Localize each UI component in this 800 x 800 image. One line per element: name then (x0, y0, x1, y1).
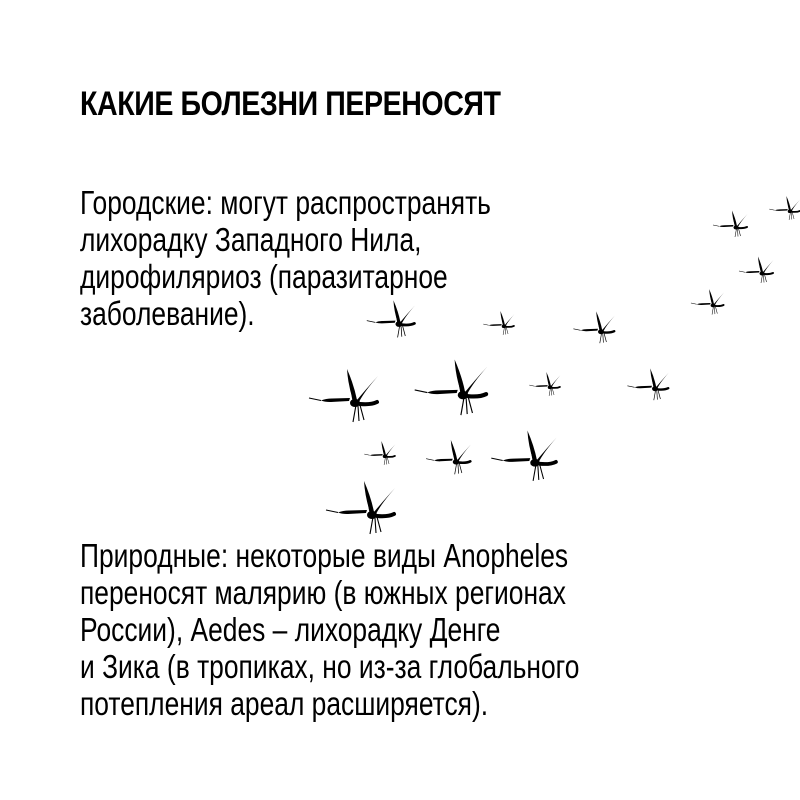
mosquito-icon (491, 431, 557, 481)
text-line: дирофиляриоз (паразитарное (80, 258, 448, 295)
page-title: КАКИЕ БОЛЕЗНИ ПЕРЕНОСЯТ (80, 85, 501, 123)
urban-mosquitoes-paragraph (80, 184, 491, 332)
text-line: потепления ареал расширяется). (80, 685, 489, 722)
natural-mosquitoes-paragraph (80, 537, 579, 722)
mosquito-icon (326, 481, 395, 534)
mosquito-icon (713, 211, 748, 238)
mosquito-icon (426, 440, 471, 474)
mosquito-icon (691, 289, 724, 314)
text-line: Городские: могут распространять (80, 184, 491, 221)
text-line: лихорадку Западного Нила, (80, 221, 422, 258)
text-line: России), Aedes – лихорадку Денге (80, 611, 501, 648)
mosquito-icon (364, 441, 395, 465)
text-line: и Зика (в тропиках, но из-за глобального (80, 648, 580, 685)
mosquito-icon (309, 369, 378, 422)
mosquito-icon (627, 368, 668, 400)
mosquito-icon (769, 196, 800, 220)
mosquito-icon (739, 257, 774, 284)
text-line: заболевание). (80, 295, 255, 332)
text-line: Природные: некоторые виды Anopheles (80, 537, 569, 574)
mosquito-icon (529, 372, 560, 396)
mosquito-icon (573, 311, 614, 343)
mosquito-icon (415, 359, 487, 415)
text-line: переносят малярию (в южных регионах (80, 574, 566, 611)
